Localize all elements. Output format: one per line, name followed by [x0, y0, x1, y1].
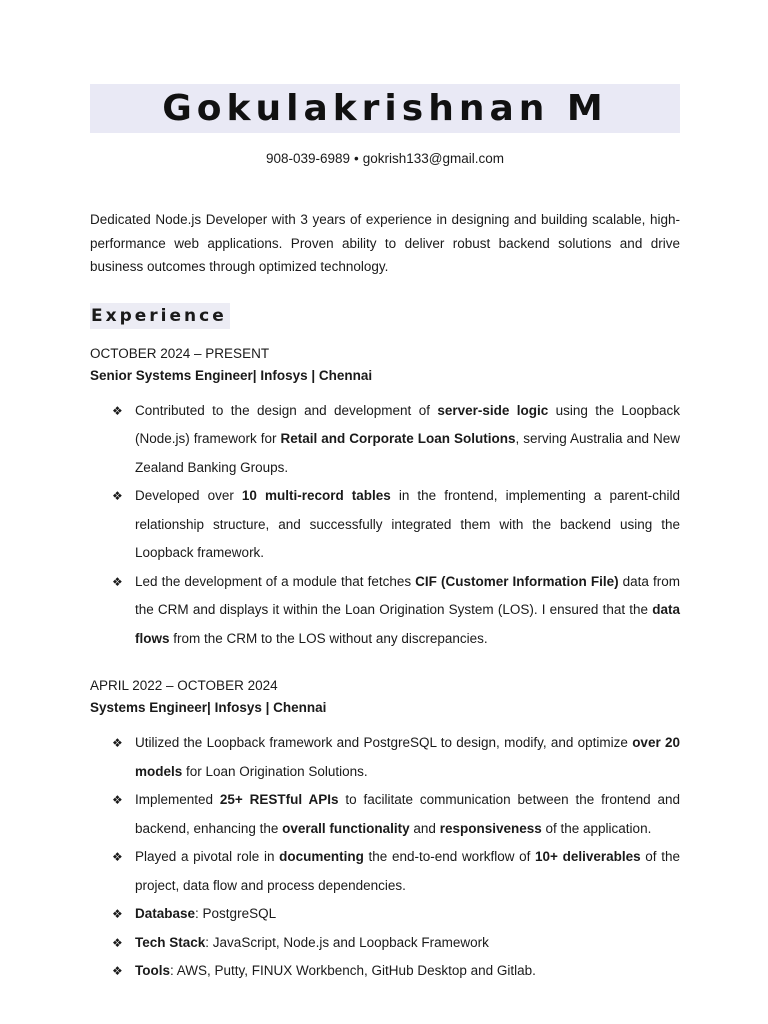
bullet-item — [90, 957, 680, 986]
diamond-bullet-icon: ❖ — [112, 489, 123, 503]
bullet-text: to facilitate communication between the frontend and backend, enhancing the — [135, 792, 680, 836]
bullet-text: of the application. — [541, 820, 652, 836]
job-bullet-list — [90, 729, 680, 986]
bullet-item — [90, 929, 680, 958]
phone-number: 908-039-6989 — [265, 151, 351, 166]
bullet-item — [90, 568, 680, 654]
candidate-name: Gokulakrishnan M — [162, 87, 608, 129]
bullet-text: : AWS, Putty, FINUX Workbench, GitHub Desktop and Gitlab. — [170, 963, 536, 978]
bullet-emphasis: Database — [135, 906, 196, 921]
bullet-emphasis: Tech Stack — [135, 934, 206, 950]
bullet-emphasis: data flows — [135, 602, 680, 646]
experience-section-header — [90, 303, 680, 331]
diamond-bullet-icon: ❖ — [112, 736, 123, 750]
bullet-emphasis: server-side logic — [437, 402, 549, 418]
job-entry — [90, 675, 680, 986]
professional-summary: Dedicated Node.js Developer with 3 years of experience in designing and building scalable, high-performance web applications. Proven ability to deliver robust backend solutions and drive business outcomes through optimized technology. — [90, 212, 680, 274]
diamond-bullet-icon: ❖ — [112, 935, 123, 950]
experience-list — [90, 343, 680, 986]
bullet-text: Led the development of a module that fetches — [135, 573, 416, 589]
name-banner — [90, 84, 680, 133]
resume-page — [90, 84, 680, 986]
bullet-item — [90, 786, 680, 843]
bullet-text: Implemented — [135, 792, 220, 807]
contact-line — [90, 150, 680, 168]
bullet-text: Developed over — [135, 488, 242, 503]
job-title: Systems Engineer| Infosys | Chennai — [90, 700, 327, 715]
bullet-item — [90, 900, 680, 929]
bullet-emphasis: Retail and Corporate Loan Solutions — [280, 431, 516, 446]
diamond-bullet-icon: ❖ — [112, 403, 123, 418]
bullet-emphasis: responsiveness — [439, 820, 542, 836]
diamond-bullet-icon: ❖ — [112, 574, 123, 589]
bullet-text: , serving Australia and New Zealand Banking Groups. — [135, 431, 680, 475]
bullet-item — [90, 843, 680, 900]
job-bullet-list — [90, 397, 680, 654]
bullet-emphasis: 10+ deliverables — [535, 849, 641, 864]
bullet-emphasis: 25+ RESTful APIs — [219, 792, 339, 807]
bullet-text: Played a pivotal role in — [135, 849, 280, 864]
bullet-item — [90, 729, 680, 786]
bullet-emphasis: over 20 models — [135, 735, 680, 779]
bullet-text: data from the CRM and displays it within the Loan Origination System (LOS). I ensured that the — [135, 573, 681, 617]
bullet-text: the end-to-end workflow of — [363, 849, 536, 864]
contact-separator: • — [354, 151, 359, 166]
bullet-text: from the CRM to the LOS without any discrepancies. — [169, 630, 488, 646]
diamond-bullet-icon: ❖ — [112, 907, 123, 921]
bullet-text: Utilized the Loopback framework and PostgreSQL to design, modify, and optimize — [135, 735, 633, 750]
bullet-emphasis: overall functionality — [282, 820, 410, 836]
bullet-text: for Loan Origination Solutions. — [182, 763, 368, 779]
bullet-text: in the frontend, implementing a parent-child relationship structure, and successfully integrated them with the backend using the Loopback framework. — [135, 488, 681, 560]
email-address: gokrish133@gmail.com — [362, 151, 505, 166]
bullet-emphasis: CIF (Customer Information File) — [415, 573, 619, 589]
job-dates: APRIL 2022 – OCTOBER 2024 — [90, 678, 278, 693]
bullet-item — [90, 482, 680, 568]
bullet-emphasis: documenting — [279, 849, 364, 864]
bullet-text: using the Loopback (Node.js) framework for — [135, 402, 680, 446]
diamond-bullet-icon: ❖ — [112, 850, 123, 864]
bullet-emphasis: Tools — [135, 963, 170, 978]
bullet-text: : JavaScript, Node.js and Loopback Framework — [205, 934, 489, 950]
bullet-item — [90, 397, 680, 483]
bullet-text: and — [409, 820, 440, 836]
job-entry — [90, 343, 680, 654]
job-dates: OCTOBER 2024 – PRESENT — [90, 345, 270, 361]
section-heading: Experience — [90, 303, 230, 329]
bullet-text: : PostgreSQL — [195, 906, 277, 921]
job-title: Senior Systems Engineer| Infosys | Chennai — [90, 367, 373, 383]
bullet-text: of the project, data flow and process dependencies. — [135, 849, 680, 893]
bullet-text: Contributed to the design and development of — [135, 402, 438, 418]
bullet-emphasis: 10 multi-record tables — [241, 488, 391, 503]
diamond-bullet-icon: ❖ — [112, 964, 123, 978]
diamond-bullet-icon: ❖ — [112, 793, 123, 807]
